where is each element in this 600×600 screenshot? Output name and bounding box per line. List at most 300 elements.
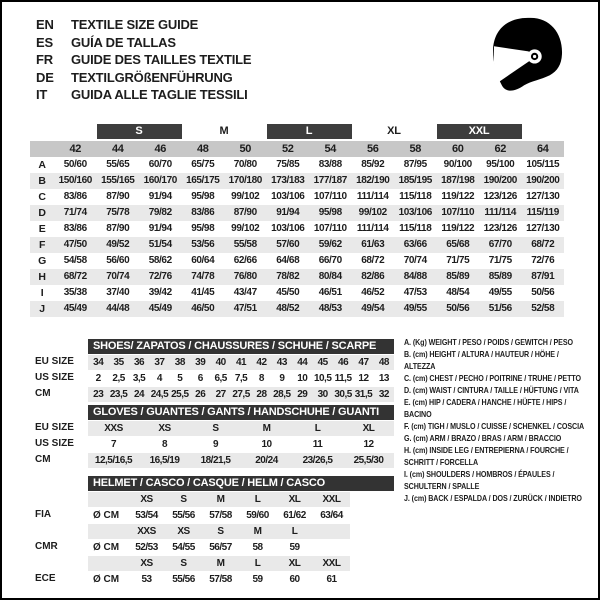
- size-cell: 62/66: [233, 255, 257, 266]
- size-cell: 190/200: [526, 175, 560, 186]
- size-cell: 55/65: [106, 159, 130, 170]
- size-cell: 45/49: [148, 303, 172, 314]
- size-cell: 39/42: [148, 287, 172, 298]
- value-cell: L: [314, 423, 321, 434]
- language-row: [36, 51, 251, 69]
- size-group-s: S: [97, 124, 182, 139]
- size-cell: 58/62: [148, 255, 172, 266]
- row-values: [88, 556, 350, 571]
- value-cell: XS: [158, 423, 171, 434]
- size-header-row: [30, 141, 564, 157]
- size-cell: 119/122: [441, 191, 475, 202]
- value-cell: 35: [113, 357, 124, 368]
- size-cell: 105/115: [526, 159, 560, 170]
- legend-item: D. (cm) WAIST / CINTURA / TAILLE / HÜFTUNG / VITA: [404, 385, 579, 395]
- language-code: DE: [36, 69, 54, 85]
- value-cell: 36: [133, 357, 145, 368]
- unit-cell: [88, 556, 128, 571]
- size-cell: 123/126: [483, 191, 517, 202]
- size-cell: 54/58: [63, 255, 87, 266]
- legend-item: A. (Kg) WEIGHT / PESO / POIDS / GEWITCH / PESO: [404, 337, 573, 347]
- value-cell: 11,5: [334, 373, 352, 384]
- size-cell: 71/75: [446, 255, 470, 266]
- row-header: EU SIZE: [35, 356, 74, 367]
- unit-cell: Ø CM: [93, 510, 120, 521]
- value-cell: 10: [261, 439, 272, 450]
- value-cell: XS: [140, 494, 153, 505]
- value-cell: 29: [297, 389, 308, 400]
- size-cell: 103/106: [271, 191, 305, 202]
- size-cell: 95/98: [191, 191, 215, 202]
- size-cell: 85/89: [488, 271, 512, 282]
- value-cell: 9: [279, 373, 285, 384]
- size-cell: 71/75: [488, 255, 512, 266]
- value-cell: XL: [288, 558, 301, 569]
- helmet-rows: [30, 491, 394, 587]
- value-cell: 41: [235, 357, 247, 368]
- value-cell: 23,5: [109, 389, 128, 400]
- size-cell: 67/70: [488, 239, 512, 250]
- shoes-rows: [30, 354, 394, 402]
- size-cell: 87/90: [233, 207, 257, 218]
- measure-row-g: [30, 253, 564, 269]
- size-cell: 65/68: [446, 239, 470, 250]
- row-values: [88, 508, 350, 523]
- language-code: IT: [36, 87, 48, 103]
- size-header-cell: 42: [69, 143, 81, 155]
- size-cell: 91/94: [148, 223, 172, 234]
- table-row: [30, 420, 394, 436]
- size-cell: 60/70: [148, 159, 172, 170]
- size-header-cell: 44: [112, 143, 124, 155]
- value-cell: 6,5: [214, 373, 227, 384]
- size-cell: 190/200: [483, 175, 517, 186]
- size-cell: 160/170: [143, 175, 177, 186]
- size-cell: 115/119: [526, 207, 559, 218]
- size-cell: 46/50: [191, 303, 215, 314]
- size-cell: 48/54: [446, 287, 470, 298]
- value-cell: 45: [317, 357, 328, 368]
- size-cell: 87/90: [106, 223, 130, 234]
- measure-row-h: [30, 269, 564, 285]
- value-cell: L: [291, 526, 298, 537]
- size-cell: 70/74: [403, 255, 427, 266]
- value-cell: 11: [312, 439, 323, 450]
- size-cell: 75/78: [106, 207, 130, 218]
- size-cell: 95/98: [191, 223, 215, 234]
- row-values: [88, 524, 350, 539]
- size-cell: 61/63: [361, 239, 385, 250]
- size-cell: 165/175: [186, 175, 220, 186]
- size-cell: 71/74: [63, 207, 87, 218]
- row-label: J: [39, 303, 45, 315]
- language-row: [36, 69, 251, 87]
- value-cell: 26: [195, 389, 206, 400]
- size-cell: 50/56: [531, 287, 555, 298]
- size-cell: 49/54: [361, 303, 385, 314]
- shoes-table: [30, 339, 394, 402]
- size-cell: 91/94: [276, 207, 300, 218]
- size-cell: 57/60: [276, 239, 300, 250]
- size-cell: 84/88: [403, 271, 427, 282]
- size-cell: 173/183: [271, 175, 305, 186]
- size-cell: 115/118: [399, 191, 432, 202]
- size-cell: 37/40: [106, 287, 130, 298]
- size-cell: 111/114: [356, 223, 389, 234]
- value-cell: 8: [258, 373, 264, 384]
- language-code: EN: [36, 17, 54, 32]
- size-cell: 103/106: [398, 207, 432, 218]
- row-header: EU SIZE: [35, 422, 74, 433]
- size-cell: 82/86: [361, 271, 385, 282]
- size-cell: 83/86: [63, 191, 87, 202]
- value-cell: 4: [156, 373, 162, 384]
- value-cell: XXS: [104, 423, 123, 434]
- value-cell: 2: [95, 373, 101, 384]
- row-label: G: [38, 255, 46, 267]
- size-cell: 75/85: [276, 159, 300, 170]
- row-header: CM: [35, 388, 51, 399]
- value-cell: 55/56: [172, 574, 195, 585]
- size-cell: 87/90: [106, 191, 130, 202]
- size-cell: 70/80: [233, 159, 257, 170]
- size-cell: 47/51: [233, 303, 257, 314]
- value-cell: 5: [177, 373, 183, 384]
- size-cell: 72/76: [148, 271, 172, 282]
- value-cell: S: [180, 494, 187, 505]
- size-cell: 127/130: [526, 191, 560, 202]
- value-cell: 16,5/19: [149, 455, 180, 466]
- size-header-cell: 48: [197, 143, 209, 155]
- size-cell: 47/50: [63, 239, 87, 250]
- size-header-cell: 50: [239, 143, 251, 155]
- value-cell: [313, 524, 350, 539]
- language-title: TEXTILE SIZE GUIDE: [71, 17, 199, 32]
- size-group-xxl: XXL: [437, 124, 522, 139]
- size-cell: 45/49: [63, 303, 87, 314]
- size-cell: 53/56: [191, 239, 215, 250]
- size-cell: 185/195: [398, 175, 432, 186]
- unit-cell: Ø CM: [93, 574, 120, 585]
- size-cell: 85/89: [446, 271, 470, 282]
- table-row: [30, 370, 394, 386]
- value-cell: L: [254, 494, 261, 505]
- size-cell: 45/50: [276, 287, 300, 298]
- size-cell: 41/45: [191, 287, 215, 298]
- size-cell: 95/100: [486, 159, 515, 170]
- size-cell: 119/122: [441, 223, 475, 234]
- value-cell: L: [254, 558, 261, 569]
- size-cell: 107/110: [441, 207, 475, 218]
- row-label: C: [38, 191, 46, 203]
- size-header-cell: 56: [367, 143, 379, 155]
- value-cell: 28: [256, 389, 267, 400]
- table-row: [30, 571, 394, 587]
- size-cell: 48/53: [318, 303, 342, 314]
- value-cell: 2,5: [112, 373, 125, 384]
- value-cell: 27,5: [232, 389, 250, 400]
- legend-item: H. (cm) INSIDE LEG / ENTREPIERNA / FOURCHE / SCHRITT / FORCELLA: [404, 445, 569, 467]
- size-cell: 115/118: [399, 223, 432, 234]
- value-cell: 48: [378, 357, 389, 368]
- value-cell: S: [180, 558, 187, 569]
- size-header-cell: 62: [494, 143, 506, 155]
- size-cell: 50/56: [446, 303, 470, 314]
- size-cell: 50/60: [63, 159, 87, 170]
- value-cell: 53: [141, 574, 152, 585]
- value-cell: S: [217, 526, 224, 537]
- row-header: ECE: [35, 573, 56, 584]
- size-cell: 150/160: [58, 175, 92, 186]
- value-cell: 57/58: [209, 510, 232, 521]
- size-cell: 79/82: [148, 207, 172, 218]
- value-cell: 43: [276, 357, 287, 368]
- size-cell: 47/53: [403, 287, 427, 298]
- value-cell: 39: [195, 357, 206, 368]
- value-cell: 30,5: [334, 389, 352, 400]
- value-cell: 24,5: [150, 389, 169, 400]
- size-cell: 95/98: [318, 207, 342, 218]
- value-cell: M: [216, 558, 225, 569]
- row-values: [88, 453, 394, 468]
- size-header-cell: 60: [452, 143, 464, 155]
- size-cell: 65/75: [191, 159, 215, 170]
- value-cell: 10: [297, 373, 308, 384]
- size-group-m: M: [219, 125, 229, 137]
- row-label: I: [40, 287, 44, 299]
- size-cell: 56/60: [106, 255, 130, 266]
- legend-item: E. (cm) HIP / CADERA / HANCHE / HÜFTE / HIPS / BACINO: [404, 397, 567, 419]
- value-cell: 44: [297, 357, 308, 368]
- size-cell: 48/52: [276, 303, 300, 314]
- legend-item: J. (cm) BACK / ESPALDA / DOS / ZURÜCK / INDIETRO: [404, 493, 582, 503]
- row-header: CM: [35, 454, 51, 465]
- value-cell: 46: [338, 357, 349, 368]
- row-label: H: [38, 271, 46, 283]
- value-cell: 59/60: [246, 510, 269, 521]
- size-cell: 35/38: [63, 287, 87, 298]
- row-values: [88, 371, 394, 386]
- size-header-cell: 46: [154, 143, 166, 155]
- legend-item: G. (cm) ARM / BRAZO / BRAS / ARM / BRACCIO: [404, 433, 562, 443]
- row-values: [88, 492, 350, 507]
- value-cell: 58: [252, 542, 263, 553]
- size-header-cell: 58: [409, 143, 421, 155]
- value-cell: 59: [252, 574, 263, 585]
- gloves-table: [30, 405, 394, 468]
- size-cell: 83/86: [63, 223, 87, 234]
- measure-row-e: [30, 221, 564, 237]
- size-header-cell: 52: [282, 143, 294, 155]
- value-cell: 56/57: [209, 542, 232, 553]
- size-cell: 177/187: [313, 175, 347, 186]
- value-cell: 53/54: [135, 510, 158, 521]
- language-list: [36, 16, 251, 104]
- language-title: TEXTILGRÖßENFÜHRUNG: [71, 69, 233, 85]
- size-cell: 55/58: [233, 239, 257, 250]
- size-cell: 155/165: [101, 175, 135, 186]
- value-cell: 23/26,5: [302, 455, 333, 466]
- value-cell: 34: [93, 357, 104, 368]
- size-cell: 90/100: [443, 159, 472, 170]
- language-code: ES: [36, 34, 53, 50]
- value-cell: 59: [289, 542, 300, 553]
- value-cell: S: [212, 423, 219, 434]
- size-cell: 49/52: [106, 239, 130, 250]
- measure-row-f: [30, 237, 564, 253]
- value-cell: 32: [378, 389, 389, 400]
- value-cell: 47: [358, 357, 369, 368]
- row-values: [88, 355, 394, 370]
- row-label: D: [38, 207, 46, 219]
- size-cell: 59/62: [318, 239, 342, 250]
- size-cell: 83/88: [318, 159, 342, 170]
- value-cell: M: [216, 494, 225, 505]
- language-code: FR: [36, 52, 53, 68]
- size-cell: 49/55: [488, 287, 512, 298]
- value-cell: XXS: [137, 526, 156, 537]
- table-row: [30, 491, 394, 507]
- textile-size-table: [30, 124, 564, 317]
- size-cell: 49/55: [403, 303, 427, 314]
- size-cell: 182/190: [356, 175, 390, 186]
- size-cell: 66/70: [318, 255, 342, 266]
- row-header: US SIZE: [35, 438, 74, 449]
- size-cell: 43/47: [233, 287, 257, 298]
- size-cell: 51/54: [148, 239, 172, 250]
- table-row: [30, 452, 394, 468]
- row-values: [88, 540, 350, 555]
- size-cell: 127/130: [526, 223, 560, 234]
- size-cell: 107/110: [313, 191, 347, 202]
- size-cell: 123/126: [483, 223, 517, 234]
- size-group-row: [30, 124, 564, 140]
- value-cell: 24: [133, 389, 145, 400]
- value-cell: 12: [358, 373, 369, 384]
- size-cell: 74/78: [191, 271, 215, 282]
- table-row: [30, 539, 394, 555]
- corner-cell: [30, 141, 54, 157]
- size-header-cell: 64: [537, 143, 549, 155]
- value-cell: 52/53: [135, 542, 158, 553]
- unit-cell: [88, 524, 128, 539]
- value-cell: 7: [110, 439, 117, 450]
- row-values: [88, 421, 394, 436]
- legend-item: B. (cm) HEIGHT / ALTURA / HAUTEUR / HÖHE / ALTEZZA: [404, 349, 559, 371]
- value-cell: 25,5/30: [353, 455, 384, 466]
- size-cell: 170/180: [228, 175, 262, 186]
- row-label: E: [38, 223, 46, 235]
- size-cell: 80/84: [318, 271, 342, 282]
- size-cell: 60/64: [191, 255, 215, 266]
- size-cell: 85/92: [361, 159, 385, 170]
- row-values: [88, 387, 394, 402]
- size-cell: 111/114: [356, 191, 389, 202]
- value-cell: 42: [256, 357, 267, 368]
- unit-cell: Ø CM: [93, 542, 120, 553]
- value-cell: XL: [362, 423, 375, 434]
- table-row: [30, 436, 394, 452]
- measure-row-j: [30, 301, 564, 317]
- value-cell: 6: [197, 373, 203, 384]
- size-header-cell: 54: [324, 143, 336, 155]
- value-cell: 40: [215, 357, 226, 368]
- gloves-table-title: GLOVES / GUANTES / GANTS / HANDSCHUHE / GUANTI: [88, 405, 394, 420]
- value-cell: 7,5: [234, 373, 248, 384]
- value-cell: 12,5/16,5: [94, 455, 133, 466]
- row-label: F: [38, 239, 45, 251]
- size-group-xl: XL: [387, 125, 401, 137]
- measure-row-d: [30, 205, 564, 221]
- size-cell: 72/76: [531, 255, 555, 266]
- helmet-table: [30, 476, 394, 587]
- size-cell: 87/95: [403, 159, 427, 170]
- value-cell: XXL: [322, 558, 341, 569]
- value-cell: 38: [174, 357, 185, 368]
- size-cell: 46/51: [318, 287, 342, 298]
- row-values: [88, 572, 350, 587]
- row-header: CMR: [35, 541, 58, 552]
- legend-item: I. (cm) SHOULDERS / HOMBROS / ÉPAULES / SCHULTERN / SPALLE: [404, 469, 555, 491]
- row-label: B: [38, 175, 46, 187]
- value-cell: M: [253, 526, 262, 537]
- size-cell: 107/110: [313, 223, 347, 234]
- row-header: US SIZE: [35, 372, 74, 383]
- size-cell: 87/91: [531, 271, 555, 282]
- measure-row-a: [30, 157, 564, 173]
- row-label: A: [38, 159, 46, 171]
- value-cell: XXL: [322, 494, 341, 505]
- size-cell: 99/102: [231, 223, 260, 234]
- value-cell: 25,5: [171, 389, 189, 400]
- language-row: [36, 34, 251, 52]
- legend-item: C. (cm) CHEST / PECHO / POITRINE / TRUHE / PETTO: [404, 373, 581, 383]
- size-cell: 99/102: [231, 191, 260, 202]
- value-cell: 28,5: [273, 389, 291, 400]
- helmet-icon: [492, 16, 564, 104]
- value-cell: 31,5: [354, 389, 373, 400]
- value-cell: 60: [289, 574, 300, 585]
- value-cell: 54/55: [172, 542, 195, 553]
- measure-row-b: [30, 173, 564, 189]
- size-cell: 52/58: [531, 303, 555, 314]
- table-row: [30, 555, 394, 571]
- value-cell: 55/56: [172, 510, 195, 521]
- value-cell: 10,5: [313, 373, 332, 384]
- language-header: [36, 16, 251, 104]
- size-cell: 91/94: [148, 191, 172, 202]
- value-cell: XS: [177, 526, 190, 537]
- value-cell: 27: [215, 389, 226, 400]
- language-row: [36, 16, 251, 34]
- size-cell: 64/68: [276, 255, 300, 266]
- size-cell: 78/82: [276, 271, 300, 282]
- helmet-table-title: HELMET / CASCO / CASQUE / HELM / CASCO: [88, 476, 394, 491]
- table-row: [30, 523, 394, 539]
- measure-row-c: [30, 189, 564, 205]
- measurement-rows: [30, 157, 564, 317]
- size-cell: 76/80: [233, 271, 257, 282]
- value-cell: 12: [363, 439, 374, 450]
- row-header: FIA: [35, 509, 52, 520]
- value-cell: 18/21,5: [200, 455, 231, 466]
- size-cell: 46/52: [361, 287, 385, 298]
- size-cell: 63/66: [403, 239, 427, 250]
- gloves-rows: [30, 420, 394, 468]
- language-title: GUIDE DES TAILLES TEXTILE: [71, 52, 252, 68]
- size-cell: 187/198: [441, 175, 475, 186]
- size-group-l: L: [267, 124, 352, 139]
